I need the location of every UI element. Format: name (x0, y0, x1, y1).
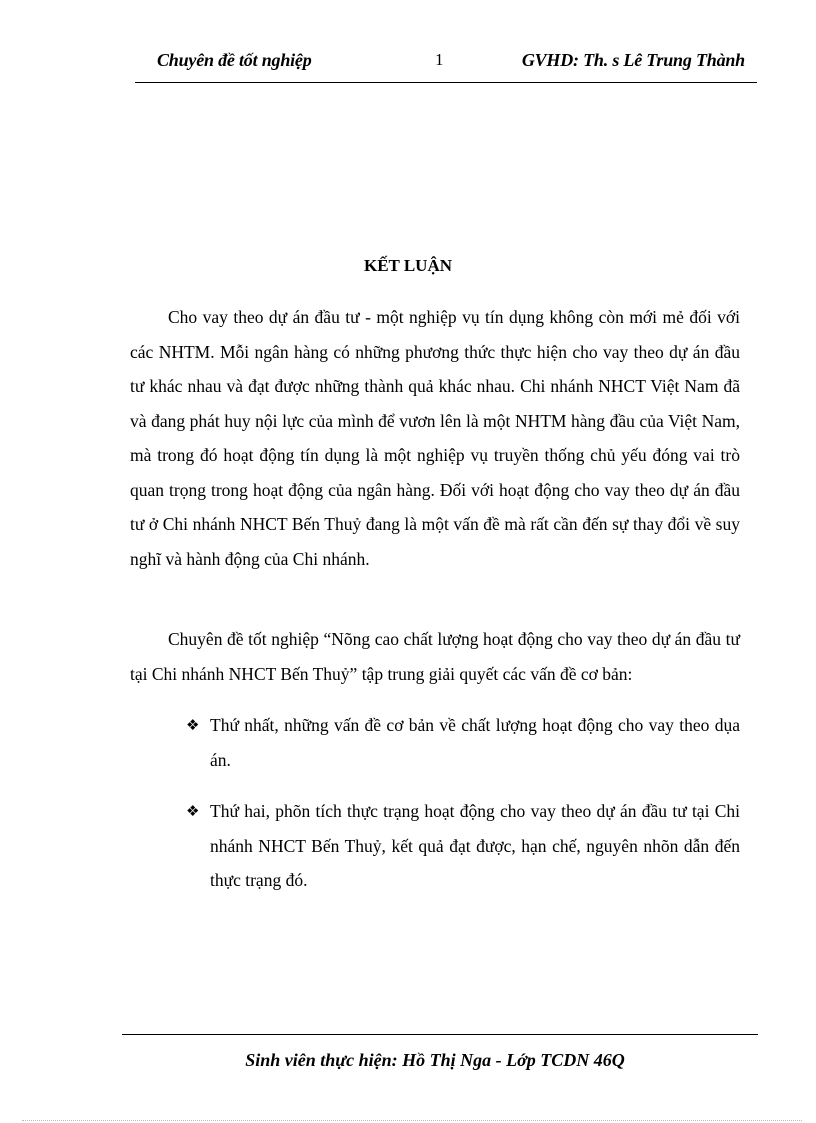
bullet-item-1-text: Thứ nhất, những vấn đề cơ bản về chất lượng hoạt động cho vay theo dụa án. (210, 715, 740, 770)
page-footer: Sinh viên thực hiện: Hồ Thị Nga - Lớp TCDN 46Q (245, 1050, 625, 1070)
paragraph-1-text: Cho vay theo dự án đầu tư - một nghiệp vụ tín dụng không còn mới mẻ đối với các NHTM. Mỗi ngân hàng có những phương thức thực hiện cho vay theo dự án đầu tư khác nhau và đạt được những thành quả khác nhau. Chi nhánh NHCT Việt Nam đã và đang phát huy nội lực của mình để vươn lên là một NHTM hàng đầu của Việt Nam, mà trong đó hoạt động tín dụng là một nghiệp vụ truyền thống chủ yếu đóng vai trò quan trọng trong hoạt động của ngân hàng. Đối với hoạt động cho vay theo dự án đầu tư ở Chi nhánh NHCT Bến Thuỷ đang là một vấn đề mà rất cần đến sự thay đổi về suy nghĩ và hành động của Chi nhánh. (130, 307, 740, 569)
paragraph-2-text: Chuyên đề tốt nghiệp “Nõng cao chất lượng hoạt động cho vay theo dự án đầu tư tại Chi nhánh NHCT Bến Thuỷ” tập trung giải quyết các vấn đề cơ bản: (130, 629, 740, 684)
page-header (135, 50, 757, 78)
header-document-type: Chuyên đề tốt nghiệp (157, 50, 312, 70)
section-title: KẾT LUẬN (363, 256, 452, 275)
footer-divider (122, 1034, 758, 1035)
diamond-bullet-icon: ❖ (186, 802, 200, 820)
paragraph-2 (130, 622, 740, 691)
diamond-bullet-icon: ❖ (186, 716, 200, 734)
page-bottom-edge (22, 1120, 802, 1121)
bullet-item-1 (186, 708, 740, 777)
header-page-number: 1 (435, 50, 444, 69)
header-divider (135, 82, 757, 83)
header-supervisor: GVHD: Th. s Lê Trung Thành (521, 50, 745, 70)
bullet-item-2-text: Thứ hai, phõn tích thực trạng hoạt động cho vay theo dự án đầu tư tại Chi nhánh NHCT Bến Thuỷ, kết quả đạt được, hạn chế, nguyên nhõn dẫn đến thực trạng đó. (210, 801, 740, 890)
paragraph-1 (130, 300, 740, 576)
bullet-item-2 (186, 794, 740, 898)
